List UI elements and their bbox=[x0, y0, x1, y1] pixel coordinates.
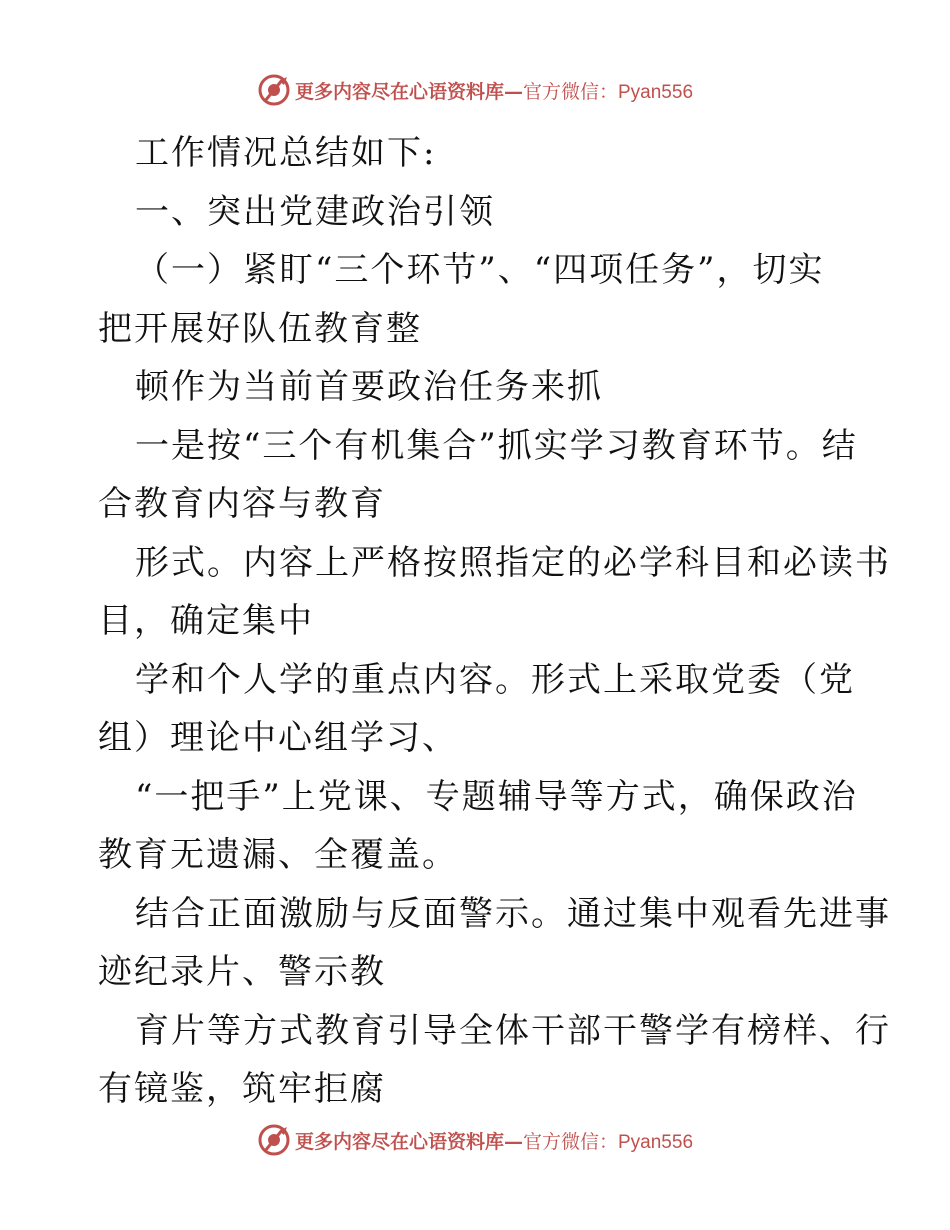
header-banner-dash: — bbox=[503, 80, 523, 103]
body-line: （一）紧盯“三个环节”、“四项任务”，切实 bbox=[135, 250, 825, 290]
header-banner bbox=[0, 70, 950, 110]
body-line: 合教育内容与教育 bbox=[98, 484, 386, 524]
header-banner-official: 官方微信： bbox=[522, 80, 618, 103]
body-line: 学和个人学的重点内容。形式上采取党委（党 bbox=[135, 659, 855, 700]
body-line: 工作情况总结如下: bbox=[135, 133, 437, 173]
logo-icon bbox=[257, 1123, 291, 1157]
body-line: 形式。内容上严格按照指定的必学科目和必读书 bbox=[135, 542, 891, 583]
footer-banner-title: 更多内容尽在心语资料库 bbox=[294, 1130, 504, 1153]
body-line: 把开展好队伍教育整 bbox=[98, 308, 422, 349]
body-line: 教育无遗漏、全覆盖。 bbox=[98, 835, 458, 875]
header-banner-title: 更多内容尽在心语资料库 bbox=[294, 80, 504, 103]
footer-banner-wechat-id: Pyan556 bbox=[618, 1131, 694, 1153]
body-line: “一把手”上党课、专题辅导等方式，确保政治 bbox=[135, 776, 858, 817]
footer-banner-official: 官方微信： bbox=[522, 1130, 618, 1153]
body-line: 一是按“三个有机集合”抓实学习教育环节。结 bbox=[135, 425, 858, 466]
body-line: 育片等方式教育引导全体干部干警学有榜样、行 bbox=[135, 1010, 891, 1051]
body-line: 目，确定集中 bbox=[98, 601, 314, 641]
body-line: 组）理论中心组学习、 bbox=[98, 718, 458, 758]
logo-icon bbox=[257, 73, 291, 107]
footer-banner-dash: — bbox=[503, 1130, 523, 1153]
body-line: 迹纪录片、警示教 bbox=[98, 952, 386, 992]
document-body bbox=[98, 124, 891, 1119]
header-banner-wechat-id: Pyan556 bbox=[618, 81, 694, 103]
footer-banner-text bbox=[295, 1127, 693, 1154]
footer-banner bbox=[0, 1120, 950, 1160]
body-line: 结合正面激励与反面警示。通过集中观看先进事 bbox=[135, 893, 891, 934]
body-line: 一、突出党建政治引领 bbox=[135, 191, 495, 232]
body-line: 有镜鉴，筑牢拒腐 bbox=[98, 1069, 386, 1109]
header-banner-text bbox=[295, 77, 693, 104]
body-line: 顿作为当前首要政治任务来抓 bbox=[135, 367, 603, 407]
